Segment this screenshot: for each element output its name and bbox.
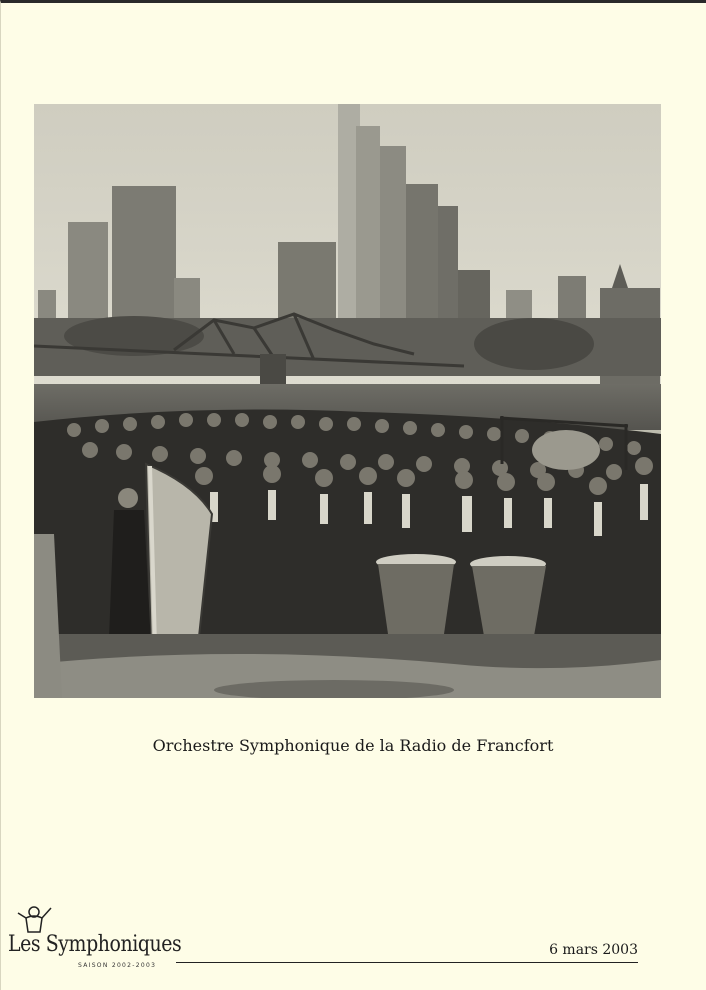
- concert-date: 6 mars 2003: [549, 942, 638, 958]
- photo-caption: Orchestre Symphonique de la Radio de Francfort: [152, 736, 554, 755]
- orchestra-photo: [34, 104, 661, 698]
- les-symphoniques-logo: [8, 904, 182, 974]
- footer-rule: [176, 962, 638, 963]
- logo-wordmark: Les Symphoniques: [8, 932, 182, 957]
- logo-season: SAISON 2002-2003: [78, 962, 157, 969]
